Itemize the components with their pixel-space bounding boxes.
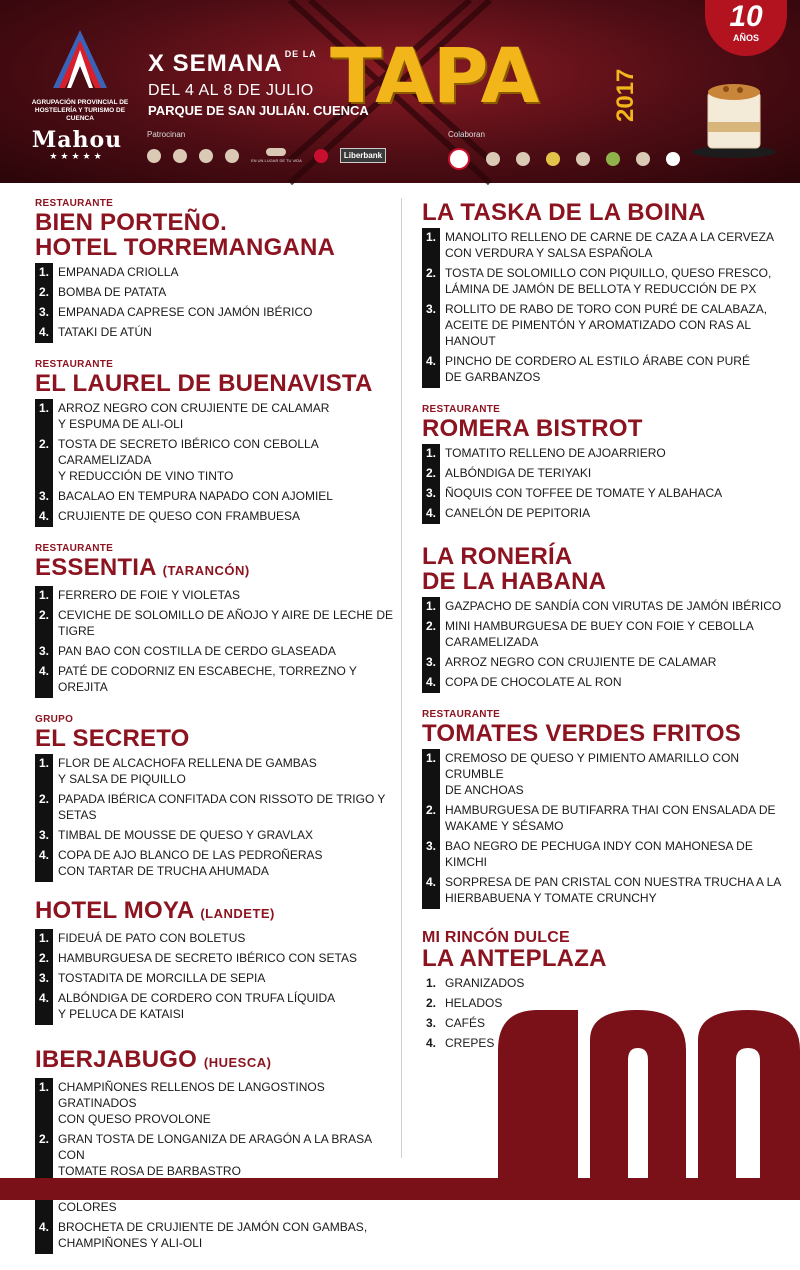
dish-name: CANELÓN DE PEPITORIA	[445, 506, 591, 520]
organization-emblem-icon	[45, 28, 115, 90]
dish-number: 3.	[422, 653, 440, 673]
dish-number: 4.	[422, 504, 440, 524]
restaurant-section	[35, 198, 395, 343]
collaborator-logo	[516, 152, 530, 166]
dish-item	[422, 444, 782, 464]
dish-number: 3.	[35, 303, 53, 323]
mahou-stars: ★★★★★	[49, 151, 105, 161]
dish-list	[422, 597, 782, 693]
restaurant-section	[422, 404, 782, 524]
dish-name: PATÉ DE CODORNIZ EN ESCABECHE, TORREZNO Y OREJITA	[58, 664, 357, 694]
restaurant-section	[422, 709, 782, 909]
dish-number: 1.	[35, 1078, 53, 1130]
anniversary-number: 10	[729, 0, 763, 33]
sponsor-logo	[314, 149, 328, 163]
dish-list	[35, 754, 395, 882]
dish-item	[422, 801, 782, 837]
dish-name: MINI HAMBURGUESA DE BUEY CON FOIE Y CEBOLLA CARAMELIZADA	[445, 619, 754, 649]
dish-number: 4.	[422, 873, 440, 909]
sponsor-logo	[225, 149, 239, 163]
dish-list	[35, 586, 395, 698]
liberbank-logo: Liberbank	[340, 148, 386, 163]
dish-name: CRUJIENTE DE QUESO CON FRAMBUESA	[58, 509, 301, 523]
dish-list	[35, 929, 395, 1025]
restaurant-title-line: HOTEL TORREMANGANA	[35, 234, 336, 261]
dish-number: 4.	[35, 846, 53, 882]
dish-number: 4.	[35, 507, 53, 527]
restaurant-section	[35, 359, 395, 527]
event-year: 2017	[612, 68, 639, 122]
section-label: RESTAURANTE	[422, 709, 501, 720]
sponsor-logo	[173, 149, 187, 163]
dish-name: FERRERO DE FOIE Y VIOLETAS	[58, 588, 241, 602]
dish-name: TOSTA DE SECRETO IBÉRICO CON CEBOLLA CARAMELIZADA Y REDUCCIÓN DE VINO TINTO	[58, 437, 319, 483]
restaurant-section	[35, 714, 395, 882]
dish-name: HELADOS	[445, 996, 503, 1010]
section-label: RESTAURANTE	[35, 198, 114, 209]
dish-item	[422, 597, 782, 617]
restaurant-title	[35, 210, 395, 260]
dish-name: COPA DE CHOCOLATE AL RON	[445, 675, 622, 689]
dish-list	[35, 1078, 395, 1254]
dish-number: 2.	[35, 949, 53, 969]
dish-number: 4.	[35, 1218, 53, 1254]
event-de-la: DE LA	[284, 49, 317, 59]
dish-number: 2.	[35, 283, 53, 303]
event-name: TAPA	[330, 31, 539, 120]
dish-name: CHAMPIÑONES RELLENOS DE LANGOSTINOS GRATINADOS CON QUESO PROVOLONE	[58, 1080, 325, 1126]
dish-name: HAMBURGUESA DE SECRETO IBÉRICO CON SETAS	[58, 951, 357, 965]
section-label: RESTAURANTE	[35, 359, 114, 370]
anniversary-label: AÑOS	[732, 33, 759, 43]
dish-number: 4.	[422, 673, 440, 693]
sponsor-logo	[199, 149, 213, 163]
dish-number: 4.	[35, 662, 53, 698]
dish-number: 1.	[35, 263, 53, 283]
dish-name: FIDEUÁ DE PATO CON BOLETUS	[58, 931, 246, 945]
restaurant-title-line: LA RONERÍA	[422, 543, 573, 570]
dish-item	[422, 484, 782, 504]
dish-item	[422, 264, 782, 300]
organization-name: AGRUPACIÓN PROVINCIAL DE HOSTELERÍA Y TURISMO DE CUENCA	[31, 99, 129, 122]
dish-number: 3.	[35, 969, 53, 989]
dish-number: 2.	[422, 464, 440, 484]
dish-number: 1.	[425, 976, 436, 990]
restaurant-title: HOTEL MOYA (LANDETE)	[35, 897, 275, 924]
sponsor-logos	[147, 148, 386, 163]
mahou-brand: Mahou	[31, 127, 123, 153]
sponsors-label: Patrocinan	[147, 130, 186, 139]
dish-number: 3.	[35, 826, 53, 846]
dish-number: 2.	[422, 617, 440, 653]
dish-item	[35, 642, 395, 662]
dish-number: 4.	[35, 323, 53, 343]
collaborator-logo	[576, 152, 590, 166]
dish-name: BAO NEGRO DE PECHUGA INDY CON MAHONESA DE KIMCHI	[445, 839, 753, 869]
dish-number: 1.	[35, 754, 53, 790]
dish-name: CAFÉS	[445, 1016, 486, 1030]
dish-name: TATAKI DE ATÚN	[58, 325, 152, 339]
dish-name: CREMOSO DE QUESO Y PIMIENTO AMARILLO CON CRUMBLE DE ANCHOAS	[445, 751, 740, 797]
dish-item	[422, 673, 782, 693]
dish-item	[422, 504, 782, 524]
dish-list	[35, 263, 395, 343]
dish-item	[35, 662, 395, 698]
dish-name: BROCHETA DE CRUJIENTE DE JAMÓN CON GAMBAS, CHAMPIÑONES Y ALI-OLI	[58, 1220, 368, 1250]
event-edition	[148, 50, 317, 78]
dish-item	[422, 617, 782, 653]
restaurant-title: LA TASKA DE LA BOINA	[422, 199, 706, 226]
dish-name: EMPANADA CAPRESE CON JAMÓN IBÉRICO	[58, 305, 313, 319]
restaurant-title	[422, 544, 782, 594]
dish-number: 4.	[425, 1036, 436, 1050]
dish-item	[35, 754, 395, 790]
dish-item	[35, 487, 395, 507]
section-label: RESTAURANTE	[35, 543, 114, 554]
dish-item	[35, 826, 395, 846]
restaurant-section	[35, 543, 395, 698]
restaurant-location: (TARANCÓN)	[162, 563, 250, 578]
dish-number: 1.	[422, 444, 440, 464]
dish-item	[35, 790, 395, 826]
dish-name: PAN BAO CON COSTILLA DE CERDO GLASEADA	[58, 644, 336, 658]
dish-item	[422, 352, 782, 388]
dish-item	[35, 399, 395, 435]
dessert-photo-icon	[690, 62, 778, 158]
collaborator-logo	[606, 152, 620, 166]
dish-list	[422, 444, 782, 524]
dish-item	[422, 228, 782, 264]
event-edition-text: X SEMANA	[148, 50, 283, 77]
dish-number: 2.	[35, 606, 53, 642]
collaborator-logos	[448, 148, 680, 170]
event-dates: DEL 4 AL 8 DE JULIO	[148, 82, 314, 99]
dish-name: GRANIZADOS	[445, 976, 525, 990]
restaurant-section	[35, 898, 395, 1025]
restaurant-title: ESSENTIA (TARANCÓN)	[35, 554, 250, 581]
dish-number: 3.	[422, 837, 440, 873]
restaurant-pretitle: MI RINCÓN DULCE	[422, 929, 570, 946]
dish-name: TIMBAL DE MOUSSE DE QUESO Y GRAVLAX	[58, 828, 313, 842]
dish-item	[422, 974, 782, 994]
footer-bar	[0, 1178, 800, 1200]
sponsor-logo	[147, 149, 161, 163]
dish-name: EMPANADA CRIOLLA	[58, 265, 179, 279]
dish-item	[35, 263, 395, 283]
restaurant-title: TOMATES VERDES FRITOS	[422, 720, 741, 747]
dish-number: 1.	[422, 597, 440, 617]
dish-name: COLORES	[58, 1200, 117, 1214]
dish-name: GRAN TOSTA DE LONGANIZA DE ARAGÓN A LA BRASA CON TOMATE ROSA DE BARBASTRO	[58, 1132, 372, 1178]
dish-number: 2.	[35, 1130, 53, 1182]
organization-logo	[30, 28, 130, 123]
section-label: GRUPO	[35, 714, 74, 725]
restaurant-title: EL LAUREL DE BUENAVISTA	[35, 370, 373, 397]
dish-item	[35, 1218, 395, 1254]
collaborator-logo	[486, 152, 500, 166]
dish-number: 1.	[422, 749, 440, 801]
dish-name: ALBÓNDIGA DE TERIYAKI	[445, 466, 592, 480]
dish-item	[35, 929, 395, 949]
dish-number: 2.	[425, 996, 436, 1010]
dish-name: ÑOQUIS CON TOFFEE DE TOMATE Y ALBAHACA	[445, 486, 723, 500]
dish-name: FLOR DE ALCACHOFA RELLENA DE GAMBAS Y SALSA DE PIQUILLO	[58, 756, 317, 786]
restaurant-title: ROMERA BISTROT	[422, 415, 643, 442]
section-label: RESTAURANTE	[422, 404, 501, 415]
restaurant-section	[422, 544, 782, 693]
collaborator-logo	[666, 152, 680, 166]
mahou-logo	[22, 127, 132, 162]
dish-list	[422, 749, 782, 909]
dish-name: TOMATITO RELLENO DE AJOARRIERO	[445, 446, 666, 460]
restaurant-title: IBERJABUGO (HUESCA)	[35, 1046, 272, 1073]
dish-item	[422, 749, 782, 801]
restaurant-title-line: BIEN PORTEÑO.	[35, 209, 227, 236]
dish-number: 1.	[35, 399, 53, 435]
restaurant-location: (HUESCA)	[203, 1055, 272, 1070]
dish-item	[35, 283, 395, 303]
dish-number: 3.	[422, 300, 440, 352]
restaurant-section	[422, 200, 782, 388]
dish-name: TOSTADITA DE MORCILLA DE SEPIA	[58, 971, 266, 985]
dish-name: GAZPACHO DE SANDÍA CON VIRUTAS DE JAMÓN IBÉRICO	[445, 599, 782, 613]
dish-name: TOSTA DE SOLOMILLO CON PIQUILLO, QUESO FRESCO, LÁMINA DE JAMÓN DE BELLOTA Y REDUCCIÓN DE PX	[445, 266, 772, 296]
dish-number: 4.	[422, 352, 440, 388]
dish-item	[422, 300, 782, 352]
dish-item	[35, 1130, 395, 1182]
event-venue: PARQUE DE SAN JULIÁN. CUENCA	[148, 103, 369, 118]
dish-name: SORPRESA DE PAN CRISTAL CON NUESTRA TRUCHA A LA HIERBABUENA Y TOMATE CRUNCHY	[445, 875, 782, 905]
dish-number: 2.	[35, 435, 53, 487]
anniversary-badge	[705, 0, 787, 56]
column-divider	[401, 198, 402, 1158]
dish-number: 3.	[35, 487, 53, 507]
restaurant-title: EL SECRETO	[35, 725, 190, 752]
dish-item	[422, 653, 782, 673]
dish-name: MANOLITO RELLENO DE CARNE DE CAZA A LA CERVEZA CON VERDURA Y SALSA ESPAÑOLA	[445, 230, 774, 260]
dish-name: BOMBA DE PATATA	[58, 285, 167, 299]
dish-item	[35, 1078, 395, 1130]
dish-number: 2.	[422, 264, 440, 300]
dish-item	[35, 303, 395, 323]
dish-item	[35, 606, 395, 642]
dish-item	[35, 323, 395, 343]
dish-item	[35, 507, 395, 527]
dish-number: 1.	[35, 586, 53, 606]
right-column	[422, 198, 782, 1070]
dish-item	[35, 586, 395, 606]
dish-name: COPA DE AJO BLANCO DE LAS PEDROÑERAS CON TARTAR DE TRUCHA AHUMADA	[58, 848, 323, 878]
dish-name: PAPADA IBÉRICA CONFITADA CON RISSOTO DE TRIGO Y SETAS	[58, 792, 386, 822]
dish-name: ARROZ NEGRO CON CRUJIENTE DE CALAMAR	[445, 655, 717, 669]
event-banner	[0, 0, 800, 183]
mahou-m-logo-icon	[498, 1010, 800, 1180]
dish-item	[422, 873, 782, 909]
dish-item	[35, 435, 395, 487]
dish-name: CEVICHE DE SOLOMILLO DE AÑOJO Y AIRE DE LECHE DE TIGRE	[58, 608, 393, 638]
collaborator-logo	[636, 152, 650, 166]
dish-item	[35, 969, 395, 989]
dish-number: 2.	[35, 790, 53, 826]
dish-item	[422, 837, 782, 873]
dish-name: ALBÓNDIGA DE CORDERO CON TRUFA LÍQUIDA Y PELUCA DE KATAISI	[58, 991, 336, 1021]
dish-item	[35, 949, 395, 969]
dish-number: 1.	[35, 929, 53, 949]
dish-number: 4.	[35, 989, 53, 1025]
dish-number: 2.	[422, 801, 440, 837]
collaborators-label: Colaboran	[448, 130, 485, 139]
left-column	[35, 198, 395, 1270]
dish-name: HAMBURGUESA DE BUTIFARRA THAI CON ENSALADA DE WAKAME Y SÉSAMO	[445, 803, 776, 833]
restaurant-title-line: DE LA HABANA	[422, 568, 607, 595]
dish-number: 3.	[422, 484, 440, 504]
collaborator-logo	[546, 152, 560, 166]
dish-name: ARROZ NEGRO CON CRUJIENTE DE CALAMAR Y ESPUMA DE ALI-OLI	[58, 401, 330, 431]
dish-name: CREPES	[445, 1036, 495, 1050]
restaurant-location: (LANDETE)	[200, 906, 275, 921]
dish-name: ROLLITO DE RABO DE TORO CON PURÉ DE CALABAZA, ACEITE DE PIMENTÓN Y AROMATIZADO CON RAS AL HANOUT	[445, 302, 768, 348]
dish-name: BACALAO EN TEMPURA NAPADO CON AJOMIEL	[58, 489, 333, 503]
dish-list	[422, 228, 782, 388]
dish-number: 3.	[425, 1016, 436, 1030]
sponsor-logo-tagline: EN UN LUGAR DE TU VIDA	[251, 148, 302, 163]
dish-number: 1.	[422, 228, 440, 264]
collaborator-logo	[448, 148, 470, 170]
dish-list	[35, 399, 395, 527]
dish-item	[35, 989, 395, 1025]
dish-number: 3.	[35, 642, 53, 662]
dish-item	[35, 846, 395, 882]
restaurant-section	[35, 1047, 395, 1254]
restaurant-title: LA ANTEPLAZA	[422, 945, 607, 972]
dish-name: PINCHO DE CORDERO AL ESTILO ÁRABE CON PURÉ DE GARBANZOS	[445, 354, 750, 384]
dish-item	[422, 464, 782, 484]
